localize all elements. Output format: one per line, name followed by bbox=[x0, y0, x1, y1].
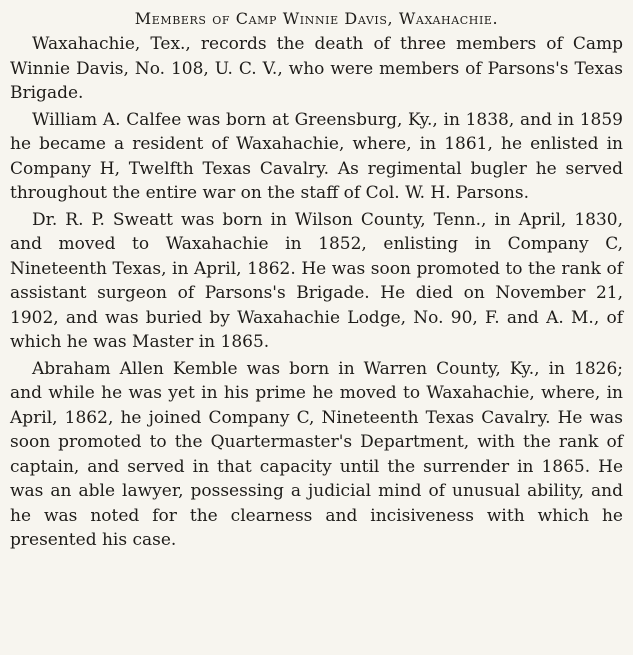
paragraph-kemble: Abraham Allen Kemble was born in Warren County, Ky., in 1826; and while he was yet in his prime he moved to Waxahachie, where, in April, 1862, he joined Company C, Nineteenth Texas Cavalry. He was soon promoted to the Quartermaster's Department, with the rank of captain, and served in that capacity until the surrender in 1865. He was an able lawyer, possessing a judicial mind of unusual ability, and he was noted for the clearness and incisiveness with which he presented his case. bbox=[10, 358, 623, 550]
article-heading bbox=[10, 8, 623, 30]
paragraph-sweatt: Dr. R. P. Sweatt was born in Wilson County, Tenn., in April, 1830, and moved to Waxahachie in 1852, enlisting in Company C, Nineteenth Texas, in April, 1862. He was soon promoted to the rank of assistant surgeon of Parsons's Brigade. He died on November 21, 1902, and was buried by Waxahachie Lodge, No. 90, F. and A. M., of which he was Master in 1865. bbox=[10, 209, 623, 352]
paragraph-intro: Waxahachie, Tex., records the death of three members of Camp Winnie Davis, No. 108, U. C. V., who were members of Parsons's Texas Brigade. bbox=[10, 34, 623, 103]
article-heading-text: Members of Camp Winnie Davis, Waxahachie. bbox=[134, 9, 499, 28]
paragraph-calfee: William A. Calfee was born at Greensburg, Ky., in 1838, and in 1859 he became a resident of Waxahachie, where, in 1861, he enlisted in Company H, Twelfth Texas Cavalry. As regimental bugler he served throughout the entire war on the staff of Col. W. H. Parsons. bbox=[10, 109, 623, 203]
